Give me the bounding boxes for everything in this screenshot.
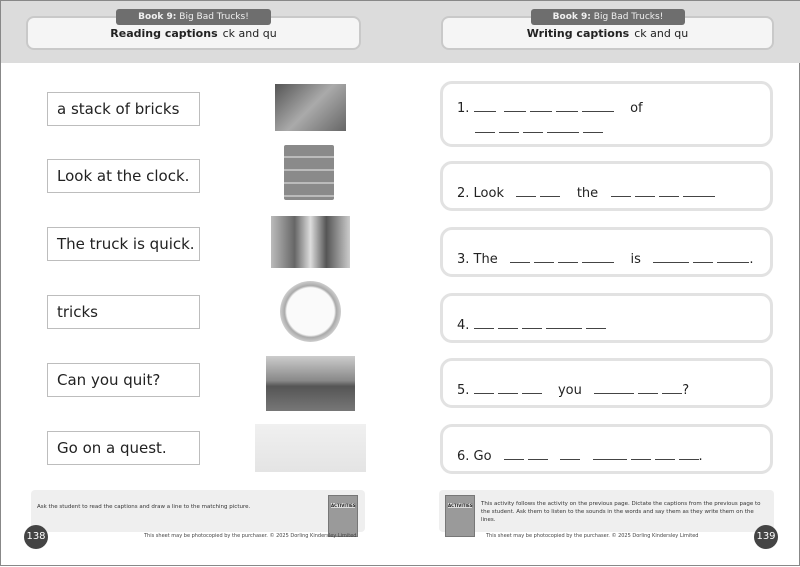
blank-line[interactable] xyxy=(558,262,578,263)
page-number: 138 xyxy=(24,525,48,549)
book-title: Big Bad Trucks! xyxy=(179,12,249,22)
blank-line[interactable] xyxy=(523,132,543,133)
blank-line[interactable] xyxy=(655,459,675,460)
picture-clock[interactable] xyxy=(280,281,341,342)
page-number: 139 xyxy=(754,525,778,549)
title-main: Reading captions xyxy=(110,27,218,40)
writing-item-4[interactable] xyxy=(440,293,773,343)
book-thumbnail xyxy=(445,495,475,537)
blank-line[interactable] xyxy=(474,393,494,394)
picture-bricks[interactable] xyxy=(284,145,334,200)
blank-line[interactable] xyxy=(475,132,495,133)
blank-line[interactable] xyxy=(586,328,606,329)
blank-line[interactable] xyxy=(499,132,519,133)
blank-line[interactable] xyxy=(474,328,494,329)
blank-line[interactable] xyxy=(556,111,578,112)
thumbnail-label: ACTIVITIES xyxy=(331,503,356,508)
blank-line[interactable] xyxy=(594,393,634,394)
book-thumbnail xyxy=(328,495,358,537)
instruction-note: Ask the student to read the captions and draw a line to the matching picture. xyxy=(31,490,365,532)
writing-item-6[interactable] xyxy=(440,424,773,474)
blank-line[interactable] xyxy=(516,196,536,197)
book-tag xyxy=(116,9,271,25)
given-word: is xyxy=(630,252,641,267)
picture-person-reading[interactable] xyxy=(275,84,346,131)
blank-line[interactable] xyxy=(530,111,552,112)
blank-line[interactable] xyxy=(504,459,524,460)
page-139 xyxy=(401,1,800,567)
instruction-note: This activity follows the activity on the previous page. Dictate the captions from the previous page to the student. Ask them to listen to the sounds in the words and say them as they write them on the lines. xyxy=(439,490,774,532)
blank-line[interactable] xyxy=(534,262,554,263)
blank-line[interactable] xyxy=(662,393,682,394)
blank-line[interactable] xyxy=(547,132,579,133)
page-138 xyxy=(1,1,401,567)
punctuation: . xyxy=(749,252,754,267)
item-number: 6. xyxy=(457,449,470,464)
caption-box[interactable]: tricks xyxy=(47,295,200,329)
blank-line[interactable] xyxy=(510,262,530,263)
given-word: the xyxy=(576,186,599,201)
blank-line[interactable] xyxy=(631,459,651,460)
blank-line[interactable] xyxy=(583,132,603,133)
blank-line[interactable] xyxy=(474,111,496,112)
item-number: 1. xyxy=(457,101,470,116)
picture-girls-talking[interactable] xyxy=(271,216,350,268)
blank-line[interactable] xyxy=(540,196,560,197)
writing-item-2[interactable] xyxy=(440,161,773,211)
writing-item-5[interactable] xyxy=(440,358,773,408)
blank-line[interactable] xyxy=(582,262,614,263)
title-sub: ck and qu xyxy=(222,27,277,40)
blank-line[interactable] xyxy=(560,459,580,460)
picture-skateboarders[interactable] xyxy=(255,424,366,472)
blank-line[interactable] xyxy=(693,262,713,263)
blank-line[interactable] xyxy=(679,459,699,460)
page-title xyxy=(443,25,772,43)
title-main: Writing captions xyxy=(526,27,630,40)
book-tag xyxy=(531,9,685,25)
given-word: you xyxy=(557,383,582,398)
punctuation: ? xyxy=(682,383,690,398)
blank-line[interactable] xyxy=(638,393,658,394)
thumbnail-label: ACTIVITIES xyxy=(448,503,473,508)
punctuation: . xyxy=(698,449,703,464)
blank-line[interactable] xyxy=(635,196,655,197)
blank-line[interactable] xyxy=(522,393,542,394)
given-word: The xyxy=(473,252,498,267)
book-number: Book 9: xyxy=(138,12,177,22)
book-number: Book 9: xyxy=(552,12,591,22)
picture-truck[interactable] xyxy=(266,356,355,411)
caption-box[interactable]: The truck is quick. xyxy=(47,227,200,261)
copyright-text: This sheet may be photocopied by the purchaser. © 2025 Dorling Kindersley Limited xyxy=(486,533,699,539)
blank-line[interactable] xyxy=(717,262,749,263)
given-word: of xyxy=(630,101,643,116)
caption-box[interactable]: Can you quit? xyxy=(47,363,200,397)
blank-line[interactable] xyxy=(522,328,542,329)
book-title: Big Bad Trucks! xyxy=(593,12,664,22)
blank-line[interactable] xyxy=(504,111,526,112)
item-number: 4. xyxy=(457,318,470,333)
page-title xyxy=(28,25,359,43)
caption-box[interactable]: Look at the clock. xyxy=(47,159,200,193)
writing-item-3[interactable] xyxy=(440,227,773,277)
item-number: 3. xyxy=(457,252,470,267)
given-word: Go xyxy=(473,449,492,464)
title-sub: ck and qu xyxy=(634,27,689,40)
blank-line[interactable] xyxy=(582,111,614,112)
item-number: 2. xyxy=(457,186,470,201)
blank-line[interactable] xyxy=(546,328,582,329)
item-number: 5. xyxy=(457,383,470,398)
caption-box[interactable]: Go on a quest. xyxy=(47,431,200,465)
blank-line[interactable] xyxy=(659,196,679,197)
blank-line[interactable] xyxy=(593,459,627,460)
copyright-text: This sheet may be photocopied by the purchaser. © 2025 Dorling Kindersley Limited xyxy=(144,533,357,539)
blank-line[interactable] xyxy=(683,196,715,197)
writing-item-1[interactable] xyxy=(440,81,773,147)
blank-line[interactable] xyxy=(498,328,518,329)
blank-line[interactable] xyxy=(653,262,689,263)
blank-line[interactable] xyxy=(528,459,548,460)
blank-line[interactable] xyxy=(611,196,631,197)
caption-box[interactable]: a stack of bricks xyxy=(47,92,200,126)
blank-line[interactable] xyxy=(498,393,518,394)
given-word: Look xyxy=(473,186,504,201)
